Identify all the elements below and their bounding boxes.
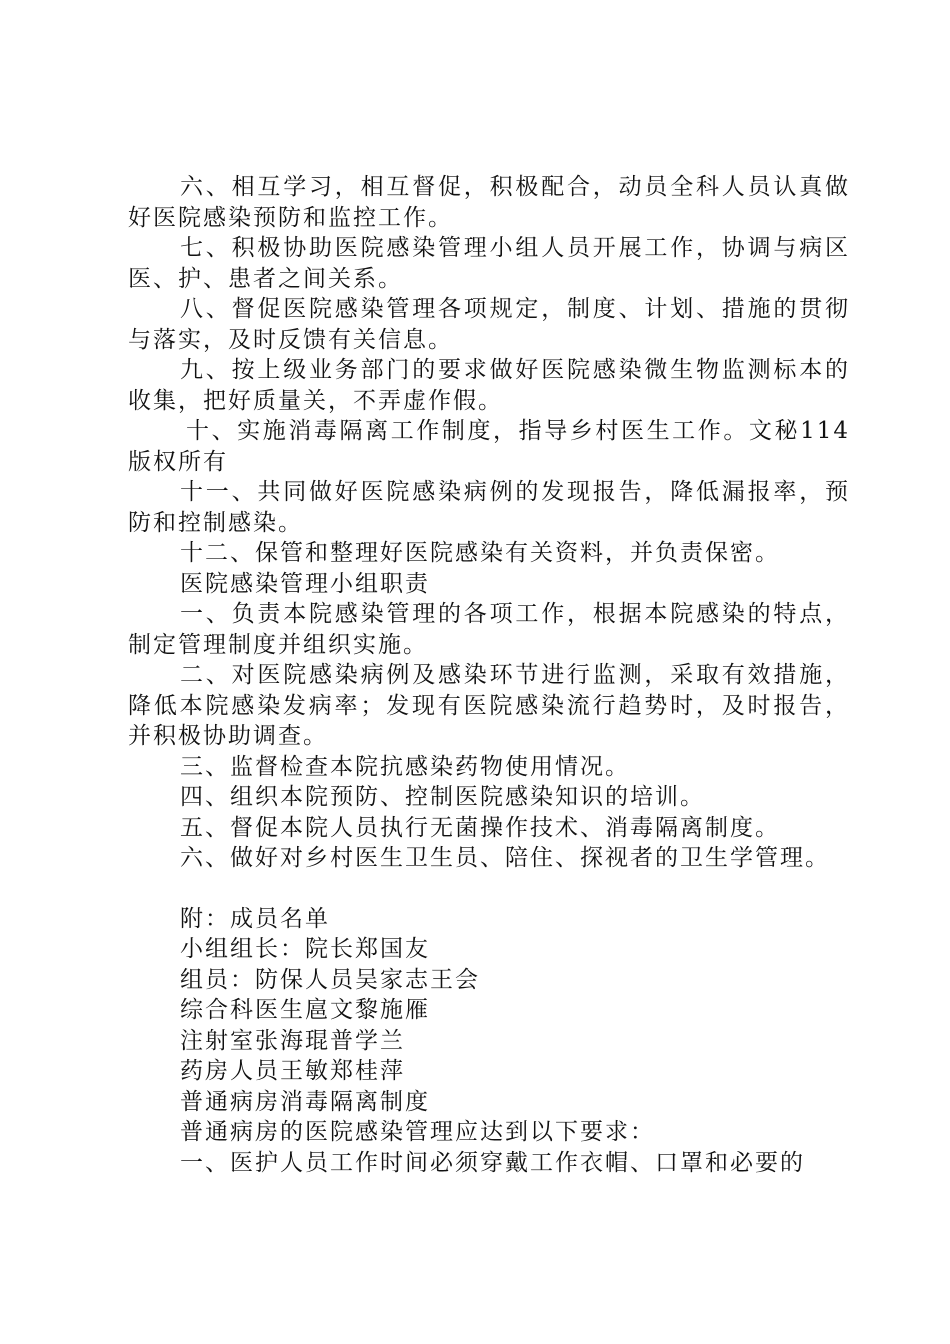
member-line: 药房人员王敏郑桂萍	[180, 1058, 405, 1084]
paragraph: 四、组织本院预防、控制医院感染知识的培训。	[180, 784, 705, 810]
paragraph: 普通病房的医院感染管理应达到以下要求：	[180, 1119, 655, 1145]
member-line: 注射室张海琨普学兰	[180, 1027, 405, 1054]
paragraph: 一、医护人员工作时间必须穿戴工作衣帽、口罩和必要的	[180, 1149, 805, 1176]
member-line: 小组组长：院长郑国友	[180, 936, 430, 962]
member-line: 组员：防保人员吴家志王会	[180, 966, 480, 993]
paragraph: 二、对医院感染病例及感染环节进行监测，采取有效措施，降低本院感染发病率；发现有医院感染流行趋势时，及时报告，并积极协助调查。	[128, 662, 850, 749]
paragraph: 五、督促本院人员执行无菌操作技术、消毒隔离制度。	[180, 814, 780, 841]
section-heading: 普通病房消毒隔离制度	[180, 1088, 430, 1115]
section-heading: 医院感染管理小组职责	[180, 570, 430, 597]
appendix-heading: 附：成员名单	[180, 905, 330, 932]
paragraph: 十二、保管和整理好医院感染有关资料，并负责保密。	[180, 540, 780, 566]
paragraph: 一、负责本院感染管理的各项工作，根据本院感染的特点，制定管理制度并组织实施。	[128, 601, 850, 658]
paragraph: 六、做好对乡村医生卫生员、陪住、探视者的卫生学管理。	[180, 845, 830, 871]
paragraph: 七、积极协助医院感染管理小组人员开展工作，协调与病区医、护、患者之间关系。	[128, 235, 850, 292]
paragraph: 六、相互学习，相互督促，积极配合，动员全科人员认真做好医院感染预防和监控工作。	[128, 174, 850, 231]
paragraph: 九、按上级业务部门的要求做好医院感染微生物监测标本的收集，把好质量关，不弄虚作假。	[128, 357, 850, 414]
blank-line	[128, 874, 850, 904]
paragraph: 三、监督检查本院抗感染药物使用情况。	[180, 753, 630, 780]
document-body	[128, 172, 850, 1178]
paragraph: 十一、共同做好医院感染病例的发现报告，降低漏报率，预防和控制感染。	[128, 479, 850, 536]
paragraph: 八、督促医院感染管理各项规定，制度、计划、措施的贯彻与落实，及时反馈有关信息。	[128, 296, 850, 353]
member-line: 综合科医生扈文黎施雁	[180, 997, 430, 1023]
paragraph: 十、实施消毒隔离工作制度，指导乡村医生工作。文秘114版权所有	[128, 418, 850, 475]
